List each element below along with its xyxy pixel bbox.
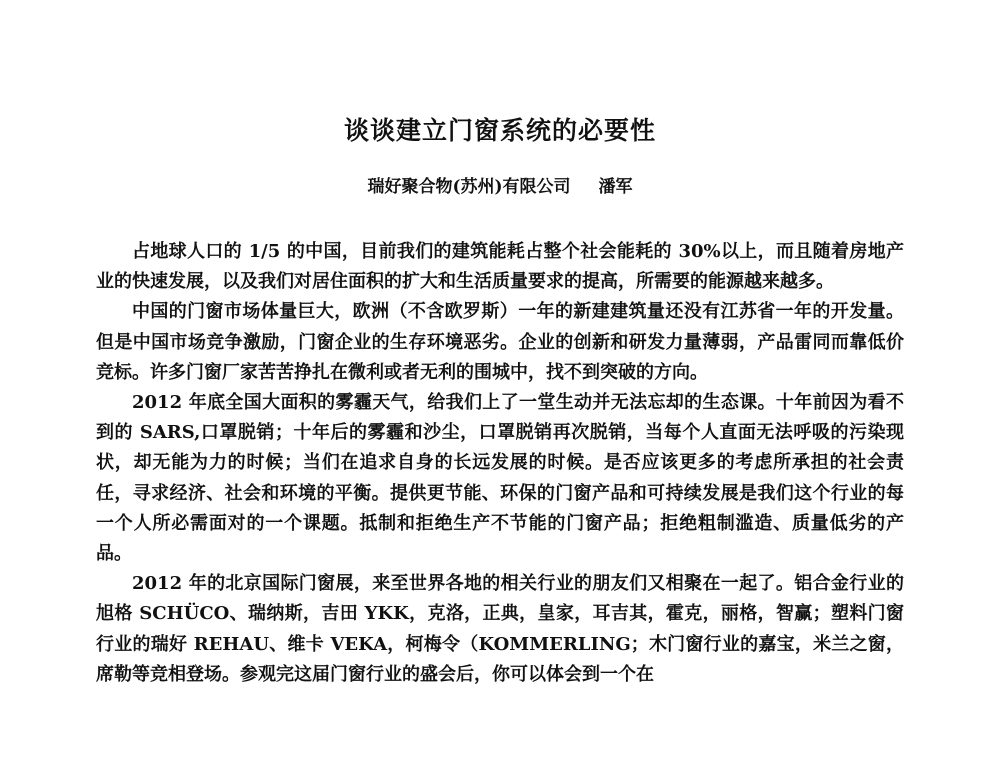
paragraph: 中国的门窗市场体量巨大，欧洲（不含欧罗斯）一年的新建建筑量还没有江苏省一年的开发量。但是中国市场竞争激励，门窗企业的生存环境恶劣。企业的创新和研发力量薄弱，产品雷同而靠低价竞标。许多门窗厂家苦苦挣扎在微利或者无利的围城中，找不到突破的方向。	[96, 301, 904, 383]
article-body	[96, 237, 904, 690]
paragraph: 2012 年底全国大面积的雾霾天气，给我们上了一堂生动并无法忘却的生态课。十年前因为看不到的 SARS,口罩脱销；十年后的雾霾和沙尘，口罩脱销再次脱销，当每个人直面无法呼吸的污染现状，却无能为力的时候；当们在追求自身的长远发展的时候。是否应该更多的考虑所承担的社会责任，寻求经济、社会和环境的平衡。提供更节能、环保的门窗产品和可持续发展是我们这个行业的每一个人所必需面对的一个课题。抵制和拒绝生产不节能的门窗产品；拒绝粗制滥造、质量低劣的产品。	[96, 392, 904, 565]
article-title: 谈谈建立门窗系统的必要性	[343, 116, 656, 145]
byline	[0, 172, 1000, 197]
author-name: 潘军	[598, 177, 633, 197]
paragraph: 占地球人口的 1/5 的中国，目前我们的建筑能耗占整个社会能耗的 30%以上，而且随着房地产业的快速发展，以及我们对居住面积的扩大和生活质量要求的提高，所需要的能源越来越多。	[96, 241, 904, 293]
paragraph: 2012 年的北京国际门窗展，来至世界各地的相关行业的朋友们又相聚在一起了。铝合金行业的旭格 SCHÜCO、瑞纳斯，吉田 YKK，克洛，正典，皇家，耳吉其，霍克，丽格，智赢；塑料门窗行业的瑞好 REHAU、维卡 VEKA，柯梅令（KOMMERLING；木门窗行业的嘉宝，米兰之窗，席勒等竞相登场。参观完这届门窗行业的盛会后，你可以体会到一个在	[96, 573, 904, 685]
company-name: 瑞好聚合物(苏州)有限公司	[367, 177, 571, 197]
